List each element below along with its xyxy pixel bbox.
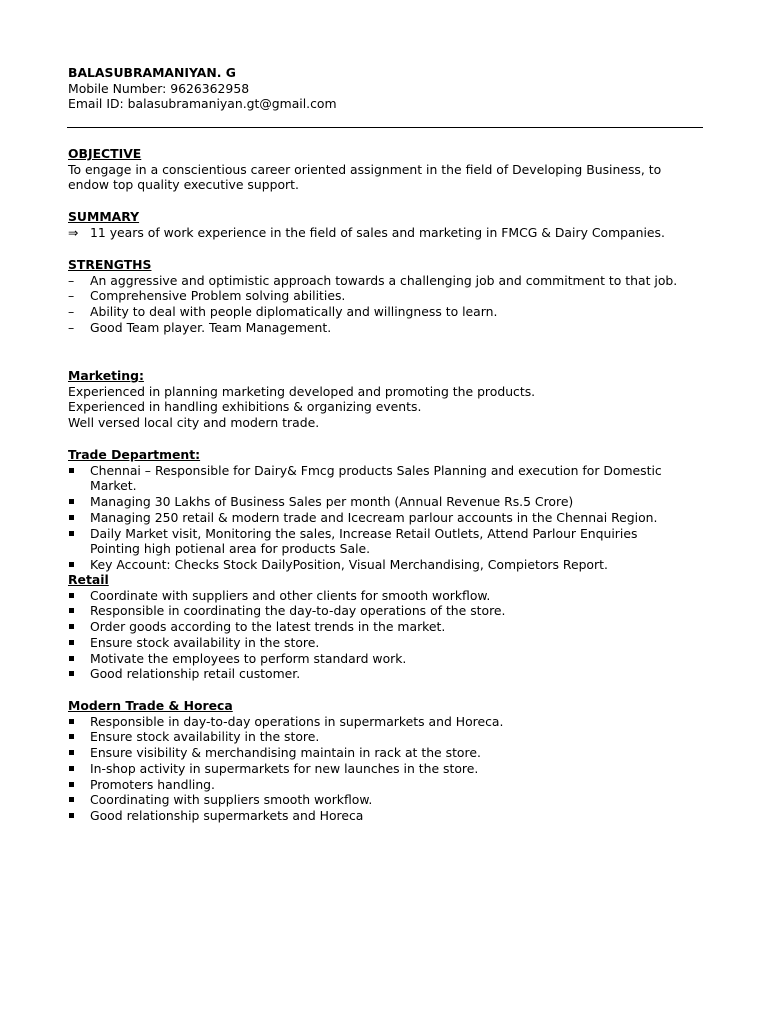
modern-trade-list [68, 714, 708, 824]
mobile-number: Mobile Number: 9626362958 [68, 80, 250, 96]
candidate-name: BALASUBRAMANIYAN. G [68, 65, 236, 80]
marketing-heading: Marketing: [68, 368, 144, 383]
strengths-section [68, 257, 708, 336]
list-item: Good relationship retail customer. [68, 666, 708, 682]
arrow-icon: ⇒ [68, 224, 79, 240]
list-item: Coordinating with suppliers smooth workflow. [68, 792, 708, 808]
square-bullet-icon [69, 797, 74, 802]
list-item: – Good Team player. Team Management. [68, 319, 332, 335]
list-item: Ensure stock availability in the store. [68, 729, 708, 745]
square-bullet-icon [69, 515, 74, 520]
list-item: Managing 250 retail & modern trade and Icecream parlour accounts in the Chennai Region. [68, 510, 708, 526]
trade-list [68, 463, 708, 573]
square-bullet-icon [69, 640, 74, 645]
list-item: – Comprehensive Problem solving abilities. [68, 288, 346, 304]
square-bullet-icon [69, 734, 74, 739]
list-item: Responsible in day-to-day operations in supermarkets and Horeca. [68, 714, 708, 730]
square-bullet-icon [69, 766, 74, 771]
modern-trade-section [68, 698, 708, 824]
square-bullet-icon [69, 719, 74, 724]
email-id: Email ID: balasubramaniyan.gt@gmail.com [68, 96, 337, 112]
objective-section [68, 146, 708, 193]
square-bullet-icon [69, 782, 74, 787]
dash-icon: – [68, 288, 75, 304]
dash-icon: – [68, 319, 75, 335]
square-bullet-icon [69, 468, 74, 473]
strengths-heading: STRENGTHS [68, 257, 152, 272]
marketing-line: Well versed local city and modern trade. [68, 415, 320, 431]
list-item: Chennai – Responsible for Dairy& Fmcg products Sales Planning and execution for Domestic Market. [68, 463, 690, 494]
objective-heading: OBJECTIVE [68, 146, 142, 161]
header-divider [67, 127, 703, 128]
marketing-line: Experienced in planning marketing developed and promoting the products. [68, 383, 536, 399]
strengths-list [68, 273, 708, 336]
square-bullet-icon [69, 608, 74, 613]
square-bullet-icon [69, 531, 74, 536]
summary-item [68, 225, 708, 241]
objective-text: To engage in a conscientious career oriented assignment in the field of Developing Business, to endow top quality executive support. [68, 161, 662, 193]
contact-header [68, 65, 708, 112]
square-bullet-icon [69, 656, 74, 661]
list-item: Key Account: Checks Stock DailyPosition, Visual Merchandising, Compietors Report. [68, 557, 708, 573]
list-item: Coordinate with suppliers and other clients for smooth workflow. [68, 588, 708, 604]
trade-section [68, 447, 708, 573]
square-bullet-icon [69, 499, 74, 504]
list-item: Motivate the employees to perform standard work. [68, 651, 708, 667]
trade-heading: Trade Department: [68, 447, 201, 462]
square-bullet-icon [69, 813, 74, 818]
square-bullet-icon [69, 750, 74, 755]
square-bullet-icon [69, 671, 74, 676]
dash-icon: – [68, 272, 75, 288]
marketing-line: Experienced in handling exhibitions & organizing events. [68, 399, 422, 415]
list-item: Daily Market visit, Monitoring the sales, Increase Retail Outlets, Attend Parlour Enquiries Pointing high potienal area for products Sale. [68, 526, 690, 557]
list-item: Ensure stock availability in the store. [68, 635, 708, 651]
list-item: Responsible in coordinating the day-to-day operations of the store. [68, 603, 708, 619]
list-item: Promoters handling. [68, 777, 708, 793]
list-item: – Ability to deal with people diplomatically and willingness to learn. [68, 304, 498, 320]
list-item: – An aggressive and optimistic approach towards a challenging job and commitment to that job. [68, 272, 678, 288]
retail-section [68, 572, 708, 682]
summary-text: 11 years of work experience in the field of sales and marketing in FMCG & Dairy Companies. [90, 224, 665, 240]
square-bullet-icon [69, 593, 74, 598]
modern-trade-heading: Modern Trade & Horeca [68, 698, 233, 713]
dash-icon: – [68, 304, 75, 320]
square-bullet-icon [69, 624, 74, 629]
list-item: Ensure visibility & merchandising maintain in rack at the store. [68, 745, 708, 761]
list-item: Order goods according to the latest trends in the market. [68, 619, 708, 635]
summary-heading: SUMMARY [68, 209, 140, 224]
retail-list [68, 588, 708, 682]
retail-heading: Retail [68, 572, 109, 587]
list-item: In-shop activity in supermarkets for new launches in the store. [68, 761, 708, 777]
square-bullet-icon [69, 562, 74, 567]
marketing-section [68, 368, 708, 431]
summary-section [68, 209, 708, 240]
list-item: Managing 30 Lakhs of Business Sales per month (Annual Revenue Rs.5 Crore) [68, 494, 708, 510]
summary-list [68, 225, 708, 241]
list-item: Good relationship supermarkets and Horeca [68, 808, 708, 824]
